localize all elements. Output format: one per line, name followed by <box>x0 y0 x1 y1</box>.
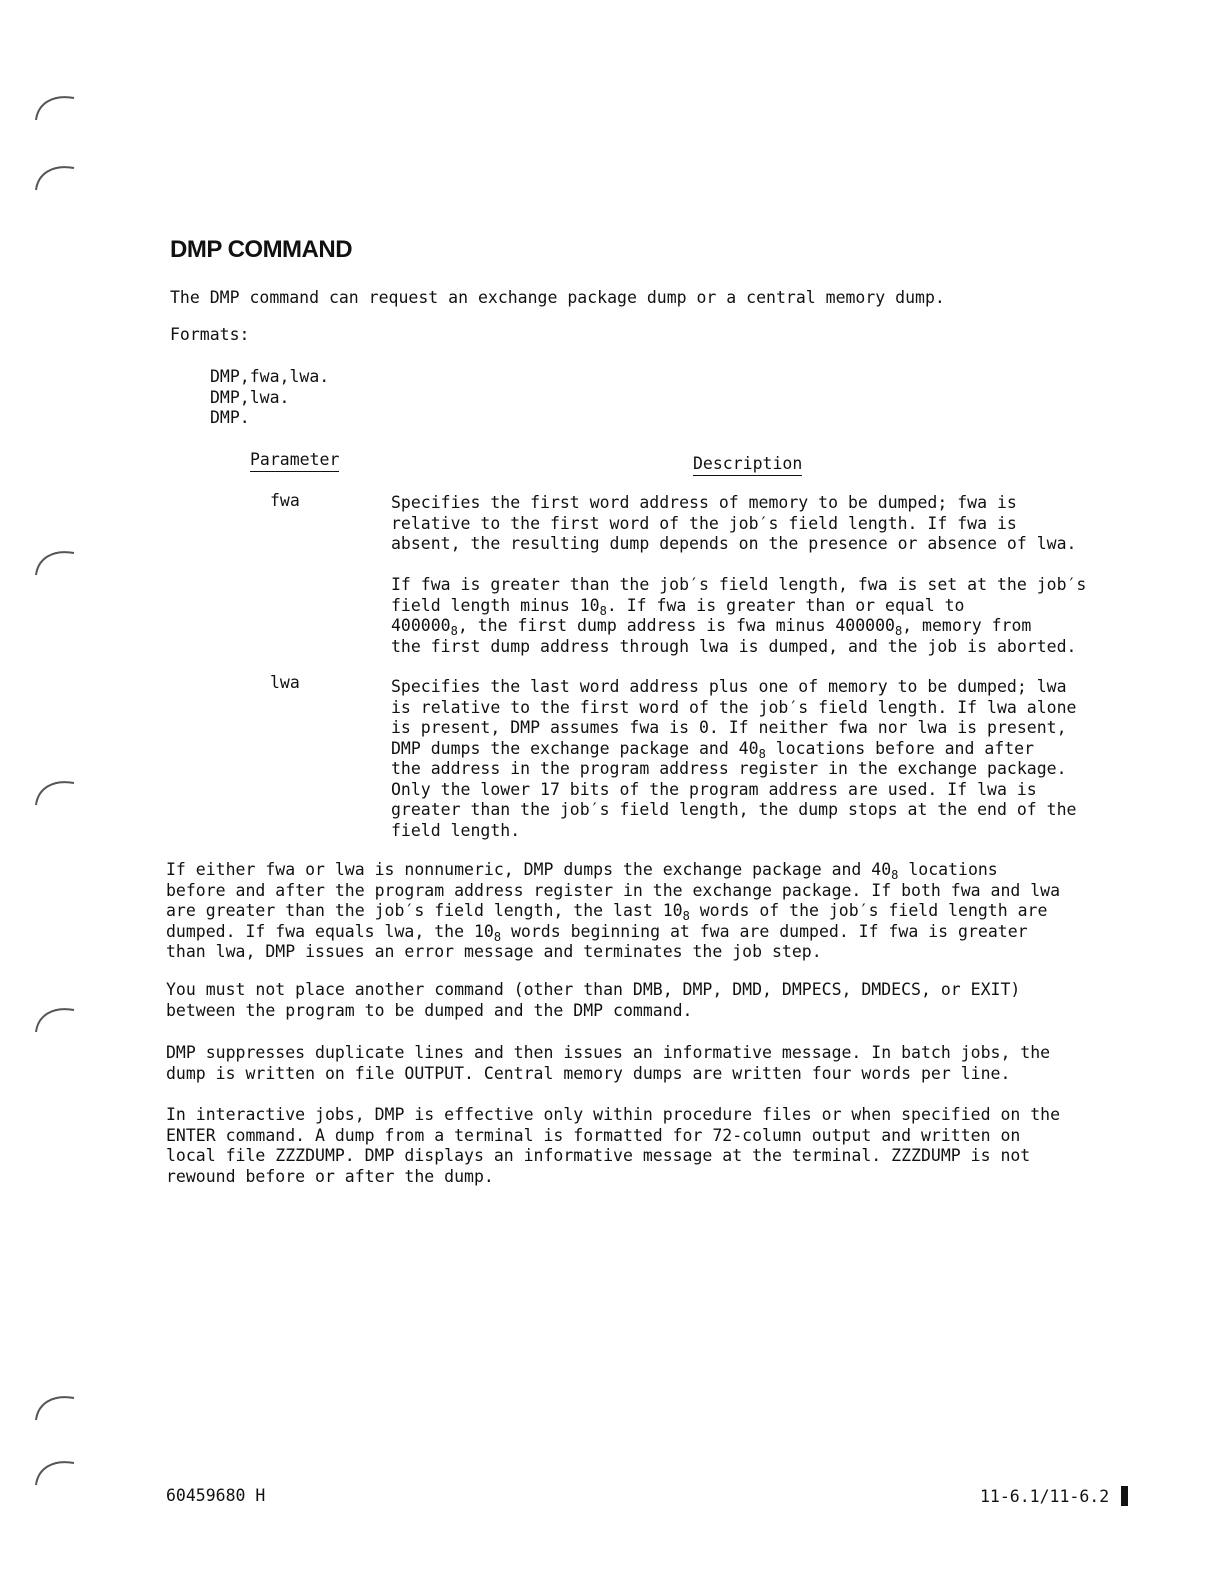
punch-hole-mark <box>30 1380 80 1430</box>
format-line: DMP. <box>210 408 250 427</box>
formats-list <box>210 367 329 429</box>
intro-text: The DMP command can request an exchange package dump or a central memory dump. <box>170 288 945 307</box>
punch-hole-mark <box>30 80 80 130</box>
parameter-header: Parameter <box>250 450 339 470</box>
param-lwa: lwa <box>270 673 300 692</box>
format-line: DMP,fwa,lwa. <box>210 367 330 386</box>
description-header: Description <box>693 454 802 474</box>
punch-hole-mark <box>30 992 80 1042</box>
page-heading: DMP COMMAND <box>170 236 353 263</box>
lwa-description: Specifies the last word address plus one of memory to be dumped; lwa is relative to the first word of the job′s field length. If lwa alone is present, DMP assumes fwa is 0. If neither fwa nor lwa is present, DMP dumps the exchange package and $40_8$ locations before and after the address in the program address register in the exchange package. Only the lower 17 bits of the program address are used. If lwa is greater than the job′s field length, the dump stops at the end of the field length. <box>391 677 1077 840</box>
formats-label: Formats: <box>170 325 250 344</box>
page-number: 11-6.1/11-6.2 <box>980 1486 1128 1507</box>
document-number: 60459680 H <box>166 1486 266 1505</box>
paragraph-interactive: In interactive jobs, DMP is effective only within procedure files or when specified on the ENTER command. A dump from a terminal is formatted for 72-column output and written on local file ZZZDUMP. DMP displays an informative message at the terminal. ZZZDUMP is not rewound before or after the dump. <box>166 1105 1061 1186</box>
param-fwa: fwa <box>270 491 300 510</box>
punch-hole-mark <box>30 1445 80 1495</box>
format-line: DMP,lwa. <box>210 387 290 407</box>
punch-hole-mark <box>30 765 80 815</box>
paragraph-placement: You must not place another command (other than DMB, DMP, DMD, DMPECS, DMDECS, or EXIT) between the program to be dumped and the DMP command. <box>166 980 1021 1020</box>
punch-hole-mark <box>30 150 80 200</box>
punch-hole-mark <box>30 535 80 585</box>
paragraph-nonnumeric: If either fwa or lwa is nonnumeric, DMP dumps the exchange package and $40_8$ locations before and after the program address register in the exchange package. If both fwa and lwa are greater than the job′s field length, the last $10_8$ words of the job′s field length are dumped. If fwa equals lwa, the $10_8$ words beginning at fwa are dumped. If fwa is greater than lwa, DMP issues an error message and terminates the job step. <box>166 860 1061 961</box>
fwa-description: Specifies the first word address of memory to be dumped; fwa is relative to the first word of the job′s field length. If fwa is absent, the resulting dump depends on the presence or absence of lwa. <box>391 493 1077 553</box>
fwa-description-2: If fwa is greater than the job′s field length, fwa is set at the job′s field length minus $10_8$. If fwa is greater than or equal to $400000_8$, the first dump address is fwa minus $400000_8$, memory from the first dump address through lwa is dumped, and the job is aborted. <box>391 575 1087 656</box>
paragraph-duplicates: DMP suppresses duplicate lines and then issues an informative message. In batch jobs, the dump is written on file OUTPUT. Central memory dumps are written four words per line. <box>166 1043 1051 1083</box>
revision-bar <box>1121 1486 1128 1506</box>
